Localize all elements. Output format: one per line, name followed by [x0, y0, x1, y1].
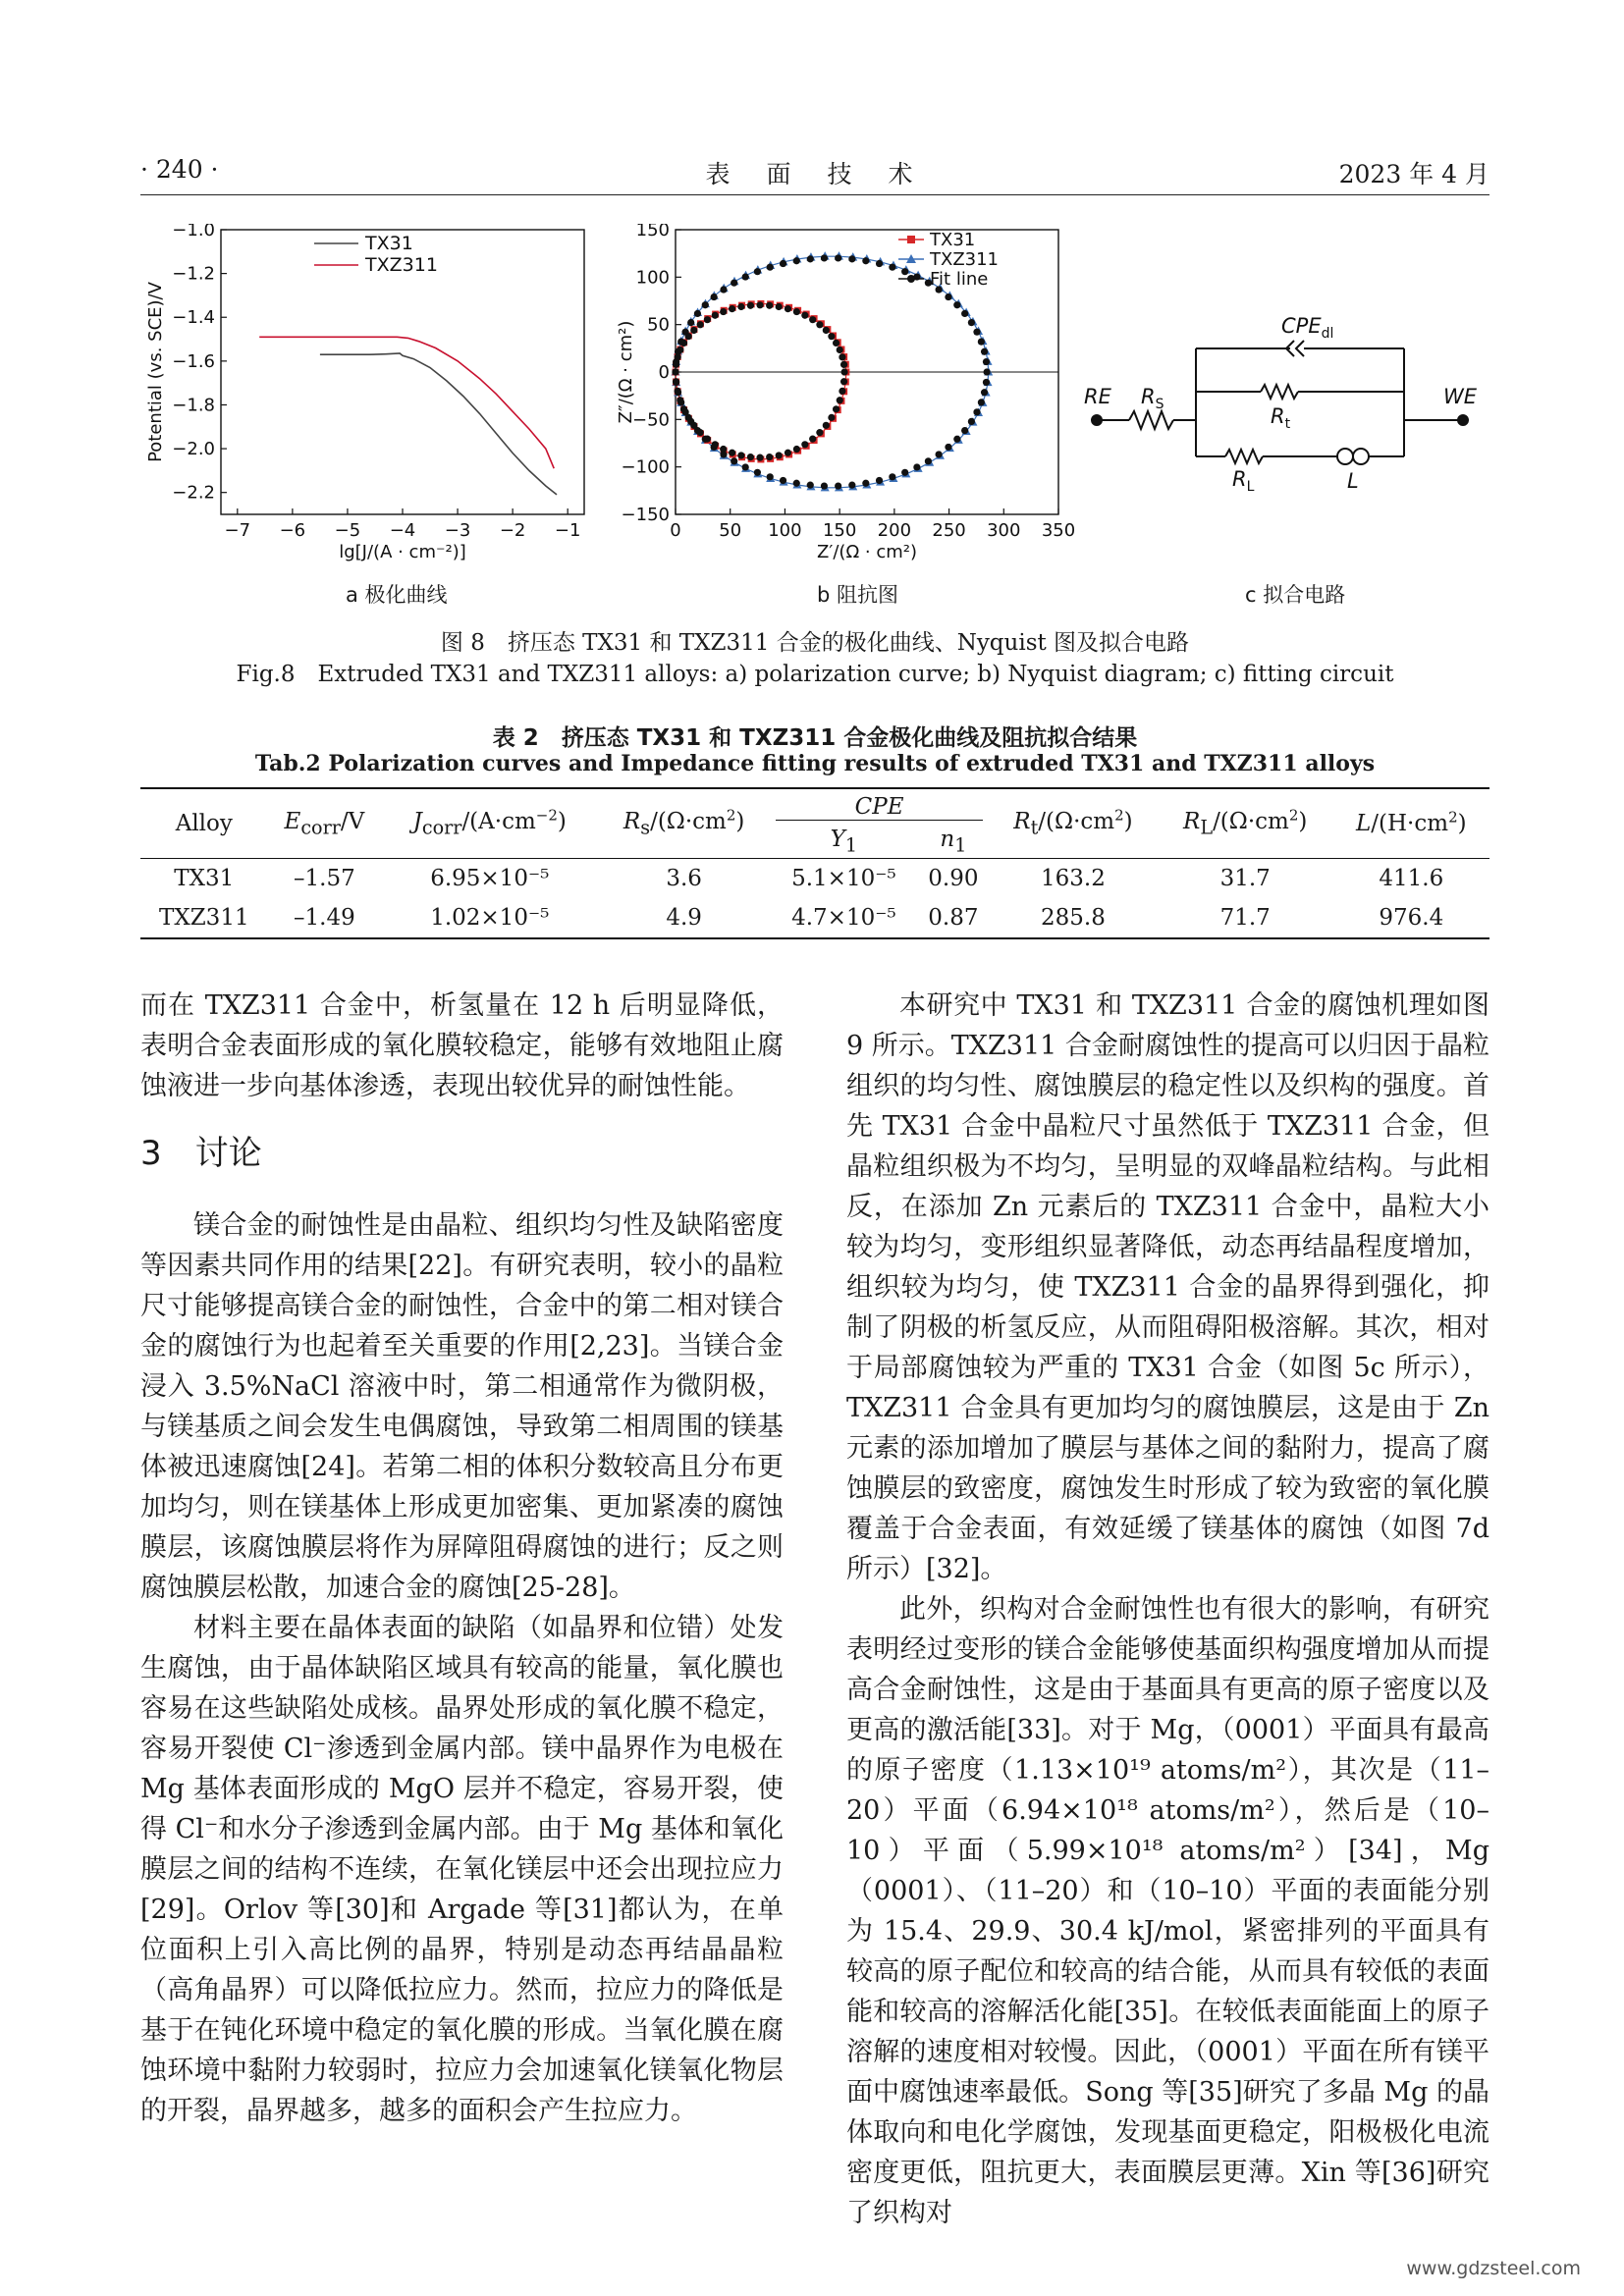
section-heading: 3 讨论	[140, 1134, 262, 1173]
y-tick-label: −50	[632, 409, 670, 431]
fit-point	[776, 303, 783, 310]
fit-point	[793, 446, 800, 453]
fit-point	[862, 480, 869, 487]
l-label: L	[1347, 469, 1359, 493]
fit-point	[780, 260, 786, 267]
fit-point	[737, 452, 744, 458]
fit-point	[968, 418, 975, 425]
fit-point	[704, 316, 711, 323]
y-tick-label: −1.4	[172, 307, 215, 329]
x-tick-label: −6	[279, 520, 306, 541]
paragraph: 镁合金的耐蚀性是由晶粒、组织均匀性及缺陷密度等因素共同作用的结果[22]。有研究表明，较小的晶粒尺寸能够提高镁合金的耐蚀性，合金中的第二相对镁合金的腐蚀行为也起着至关重要的作用[2,23]。当镁合金浸入 3.5%NaCl 溶液中时，第二相通常作为微阴极，与镁基质之间会发生电偶腐蚀，导致第二相周围的镁基体被迅速腐蚀[24]。若第二相的体积分数较高且分布更加均匀，则在镁基体上形成更加密集、更加紧凑的腐蚀膜层，该腐蚀膜层将作为屏障阻碍腐蚀的进行；反之则腐蚀膜层松散，加速合金的腐蚀[25-28]。	[140, 1210, 784, 1603]
fit-point	[981, 389, 988, 396]
fit-point	[729, 450, 735, 456]
fit-point	[823, 327, 830, 334]
svg-text:Rt: $R_t$	[1271, 404, 1291, 432]
fit-point	[835, 482, 841, 489]
y-tick-label: 100	[635, 267, 670, 289]
series-line-tx31	[320, 353, 557, 495]
fit-point	[767, 473, 774, 480]
paragraph: 本研究中 TX31 和 TXZ311 合金的腐蚀机理如图 9 所示。TXZ311 合金耐腐蚀性的提高可以归因于晶粒组织的均匀性、腐蚀膜层的稳定性以及织构的强度。首先 TX31 合金中晶粒尺寸虽然低于 TXZ311 合金，但晶粒组织极为不均匀，呈明显的双峰晶粒结构。与此相反，在添加 Zn 元素后的 TXZ311 合金中，晶粒大小较为均匀，变形组织显著降低，动态再结晶程度增加，组织较为均匀，使 TXZ311 合金的晶界得到强化，抑制了阴极的析氢反应，从而阻碍阳极溶解。其次，相对于局部腐蚀较为严重的 TX31 合金（如图 5c 所示），TXZ311 合金具有更加均匀的腐蚀膜层，这是由于 Zn 元素的添加增加了膜层与基体之间的黏附力，提高了腐蚀膜层的致密度，腐蚀发生时形成了较为致密的氧化膜覆盖于合金表面，有效延缓了镁基体的腐蚀（如图 7d 所示）[32]。	[846, 990, 1489, 1584]
journal-name: 表 面 技 术	[705, 160, 919, 188]
fit-point	[685, 333, 692, 340]
fit-point	[747, 302, 754, 309]
fit-point	[711, 294, 718, 300]
fit-point	[823, 422, 830, 429]
fit-point	[737, 303, 744, 310]
fit-point	[925, 457, 932, 464]
issue-date: 2023 年 4 月	[1338, 160, 1489, 188]
col-alloy: Alloy	[140, 788, 268, 859]
fit-point	[801, 312, 808, 319]
figure-caption-en: Fig.8 Extruded TX31 and TXZ311 alloys: a) polarization curve; b) Nyquist diagram; c) fitting circuit	[236, 662, 1394, 687]
fit-point	[754, 268, 761, 275]
fit-point	[821, 254, 828, 261]
fit-point	[816, 321, 823, 328]
left-column	[140, 986, 784, 2131]
x-tick-label: 200	[877, 520, 912, 541]
fit-point	[837, 397, 843, 403]
subfig-b-label: b 阻抗图	[817, 583, 899, 607]
fit-point	[680, 340, 687, 347]
fit-point	[839, 353, 845, 360]
fit-point	[968, 319, 975, 326]
fit-point	[840, 361, 847, 368]
table-title-zh: 表 2 挤压态 TX31 和 TXZ311 合金极化曲线及阻抗拟合结果	[492, 725, 1138, 751]
legend-label: TXZ311	[930, 249, 1000, 270]
x-tick-label: 50	[719, 520, 742, 541]
fit-point	[862, 257, 869, 264]
y-tick-label: −1.8	[172, 395, 215, 416]
legend-marker	[907, 275, 915, 283]
x-tick-label: 150	[822, 520, 857, 541]
fit-point	[901, 268, 908, 275]
fit-point	[981, 348, 988, 355]
x-tick-label: 300	[987, 520, 1021, 541]
nyquist-chart	[614, 224, 1075, 577]
paragraph: 而在 TXZ311 合金中，析氢量在 12 h 后明显降低，表明合金表面形成的氧化膜较稳定，能够有效地阻止腐蚀液进一步向基体渗透，表现出较优异的耐蚀性能。	[140, 990, 784, 1101]
fit-point	[685, 414, 692, 421]
x-tick-label: 0	[670, 520, 681, 541]
legend-label: TX31	[930, 230, 976, 250]
fit-point	[742, 463, 749, 470]
fit-point	[816, 429, 823, 436]
svg-text:CPEdl: $CPE_{dl}$	[1281, 314, 1334, 342]
fit-point	[876, 477, 883, 484]
paragraph: 材料主要在晶体表面的缺陷（如晶界和位错）处发生腐蚀，由于晶体缺陷区域具有较高的能量，氧化膜也容易在这些缺陷处成核。晶界处形成的氧化膜不稳定，容易开裂使 Cl⁻渗透到金属内部。镁中晶界作为电极在 Mg 基体表面形成的 MgO 层并不稳定，容易开裂，使得 Cl⁻和水分子渗透到金属内部。由于 Mg 基体和氧化膜层之间的结构不连续，在氧化镁层中还会出现拉应力[29]。Orlov 等[30]和 Argade 等[31]都认为，在单位面积上引入高比例的晶界，特别是动态再结晶晶粒（高角晶界）可以降低拉应力。然而，拉应力的降低是基于在钝化环境中稳定的氧化膜的形成。当氧化膜在腐蚀环境中黏附力较弱时，拉应力会加速氧化镁氧化物层的开裂，晶界越多，越多的面积会产生拉应力。	[140, 1613, 784, 2126]
fit-point	[983, 368, 990, 375]
fit-point	[731, 280, 737, 287]
fit-point	[839, 388, 845, 395]
fit-point	[677, 347, 683, 353]
subfig-c-label: c 拟合电路	[1245, 583, 1346, 607]
fit-point	[809, 316, 816, 323]
fit-point	[697, 321, 704, 328]
x-axis-label: lg[J/(A · cm⁻²)]	[339, 542, 466, 562]
fit-point	[690, 422, 697, 429]
fit-point	[785, 450, 791, 456]
fit-point	[672, 368, 678, 375]
x-tick-label: −7	[224, 520, 251, 541]
fit-point	[702, 301, 709, 308]
col-rl: $R_L/(\Omega\cdot cm^2)$	[1158, 788, 1333, 859]
fit-point	[697, 429, 704, 436]
fit-point	[978, 338, 985, 345]
fit-point	[973, 329, 980, 336]
fit-point	[807, 255, 814, 262]
col-cpe: CPE	[770, 788, 989, 825]
fit-point	[978, 399, 985, 405]
table-row: TX31 –1.57 6.95×10⁻⁵ 3.6 5.1×10⁻⁵ 0.90 163.2 31.7 411.6	[174, 866, 1444, 891]
rs-resistor	[1129, 411, 1173, 429]
fit-point	[756, 301, 763, 308]
figure-caption-zh: 图 8 挤压态 TX31 和 TXZ311 合金的极化曲线、Nyquist 图及拟合电路	[440, 630, 1190, 656]
fit-point	[731, 457, 737, 464]
fit-point	[913, 463, 920, 470]
watermark: www.gdzsteel.com	[1406, 2258, 1581, 2279]
fit-point	[835, 254, 841, 261]
x-tick-label: 250	[932, 520, 966, 541]
fit-point	[840, 378, 847, 385]
y-tick-label: −100	[621, 456, 670, 478]
rt-label: R	[1271, 404, 1285, 428]
x-tick-label: −2	[499, 520, 526, 541]
polarization-chart	[137, 224, 599, 577]
rl-label: R	[1232, 467, 1247, 491]
col-jcorr: $J_{corr}/(A\cdot cm^{-2})$	[381, 788, 598, 859]
fit-point	[889, 473, 895, 480]
fit-point	[828, 333, 835, 340]
y-tick-label: 150	[635, 224, 670, 240]
y-tick-label: −1.6	[172, 350, 215, 372]
col-rs: $R_s/(\Omega\cdot cm^2)$	[598, 788, 770, 859]
rl-resistor	[1225, 450, 1263, 463]
fit-point	[953, 301, 960, 308]
x-tick-label: −4	[389, 520, 416, 541]
svg-text:RL: $R_L$	[1232, 467, 1255, 495]
legend-label: TX31	[365, 233, 413, 254]
col-ecorr: $E_{corr}/V$	[268, 788, 382, 859]
col-l: $L/(H\cdot cm^2)$	[1333, 788, 1489, 859]
fit-point	[901, 469, 908, 476]
fit-point	[945, 444, 951, 451]
fit-point	[756, 454, 763, 461]
col-rt: $R_t/(\Omega\cdot cm^2)$	[989, 788, 1158, 859]
re-label: RE	[1084, 385, 1111, 408]
fit-point	[793, 480, 800, 487]
y-axis-label: Z″/(Ω · cm²)	[616, 320, 636, 424]
fit-point	[704, 436, 711, 443]
legend-marker	[907, 236, 915, 243]
fit-point	[983, 358, 990, 365]
page-number: · 240 ·	[140, 155, 219, 184]
we-label: WE	[1443, 385, 1478, 408]
fit-point	[680, 405, 687, 412]
results-table	[140, 787, 1489, 939]
y-tick-label: −2.2	[172, 482, 215, 504]
fit-point	[677, 397, 683, 403]
fit-point	[720, 286, 727, 293]
fit-point	[848, 482, 855, 489]
x-tick-label: −5	[334, 520, 361, 541]
fit-point	[712, 441, 719, 448]
fitting-circuit	[1080, 309, 1492, 501]
legend-label: Fit line	[930, 269, 989, 290]
table-title-en: Tab.2 Polarization curves and Impedance fitting results of extruded TX31 and TXZ311 alloys	[254, 751, 1376, 776]
fit-point	[807, 482, 814, 489]
fit-point	[766, 302, 773, 309]
cpe-label: CPE	[1281, 314, 1322, 338]
fit-point	[953, 436, 960, 443]
legend-label: TXZ311	[365, 254, 438, 276]
fit-point	[848, 255, 855, 262]
fit-point	[780, 477, 786, 484]
x-tick-label: −1	[554, 520, 581, 541]
table-row: TXZ311 –1.49 1.02×10⁻⁵ 4.9 4.7×10⁻⁵ 0.87 285.8 71.7 976.4	[140, 898, 1489, 938]
fit-point	[833, 405, 839, 412]
y-tick-label: −2.0	[172, 439, 215, 460]
rt-resistor	[1261, 385, 1298, 399]
we-node	[1458, 415, 1468, 425]
fit-point	[776, 452, 783, 458]
fit-point	[675, 388, 681, 395]
fit-point	[673, 361, 679, 368]
fit-point	[801, 441, 808, 448]
fit-point	[837, 347, 843, 353]
fit-point	[754, 469, 761, 476]
svg-text:RS: $R_S$	[1141, 385, 1164, 412]
fit-point	[889, 264, 895, 271]
fit-point	[675, 353, 681, 360]
fit-point	[694, 310, 701, 317]
fit-point	[785, 305, 791, 312]
fit-point	[793, 257, 800, 264]
x-tick-label: 350	[1041, 520, 1075, 541]
col-n1: $n_1$	[918, 825, 989, 859]
y-tick-label: −1.0	[172, 224, 215, 240]
fit-point	[793, 308, 800, 315]
fit-point	[945, 294, 951, 300]
fit-point	[720, 446, 727, 453]
y-tick-label: 50	[647, 314, 670, 336]
fit-point	[936, 451, 943, 457]
right-column	[846, 986, 1489, 2233]
subfig-a-label: a 极化曲线	[346, 583, 448, 607]
header-rule	[140, 194, 1489, 195]
fit-point	[833, 340, 839, 347]
rs-label: R	[1141, 385, 1156, 408]
x-tick-label: −3	[444, 520, 471, 541]
fit-point	[747, 454, 754, 460]
fit-point	[961, 427, 968, 434]
fit-point	[673, 378, 679, 385]
y-tick-label: 0	[658, 362, 670, 383]
fit-point	[840, 368, 847, 375]
fit-point	[742, 273, 749, 280]
fit-point	[821, 482, 828, 489]
fit-point	[729, 305, 735, 312]
x-tick-label: 100	[768, 520, 802, 541]
fit-point	[961, 310, 968, 317]
x-axis-label: Z′/(Ω · cm²)	[816, 542, 918, 562]
fit-point	[876, 260, 883, 267]
y-tick-label: −150	[621, 505, 670, 525]
fit-point	[767, 264, 774, 271]
fit-point	[690, 327, 697, 334]
y-axis-label: Potential (vs. SCE)/V	[145, 282, 166, 462]
col-y1: $Y_1$	[770, 825, 918, 859]
fit-point	[766, 454, 773, 460]
fit-point	[983, 379, 990, 386]
paragraph: 此外，织构对合金耐蚀性也有很大的影响，有研究表明经过变形的镁合金能够使基面织构强度增加从而提高合金耐蚀性，这是由于基面具有更高的原子密度以及更高的激活能[33]。对于 Mg，（0001）平面具有最高的原子密度（1.13×10¹⁹ atoms/m²），其次是（11–20）平面（6.94×10¹⁸ atoms/m²），然后是（10–10）平面（5.99×10¹⁸ atoms/m²）[34]，Mg（0001）、（11–20）和（10–10）平面的表面能分别为 15.4、29.9、30.4 kJ/mol，紧密排列的平面具有较高的原子配位和较高的结合能，从而具有较低的表面能和较高的溶解活化能[35]。在较低表面能面上的原子溶解的速度相对较慢。因此，（0001）平面在所有镁平面中腐蚀速率最低。Song 等[35]研究了多晶 Mg 的晶体取向和电化学腐蚀，发现基面更稳定，阳极极化电流密度更低，阻抗更大，表面膜层更薄。Xin 等[36]研究了织构对	[846, 1594, 1489, 2228]
fit-point	[687, 319, 694, 326]
inductor-coil	[1337, 449, 1353, 464]
fit-point	[720, 308, 727, 315]
fit-point	[973, 408, 980, 415]
y-tick-label: −1.2	[172, 263, 215, 285]
fit-point	[712, 312, 719, 319]
fit-point	[828, 414, 835, 421]
fit-point	[809, 436, 816, 443]
